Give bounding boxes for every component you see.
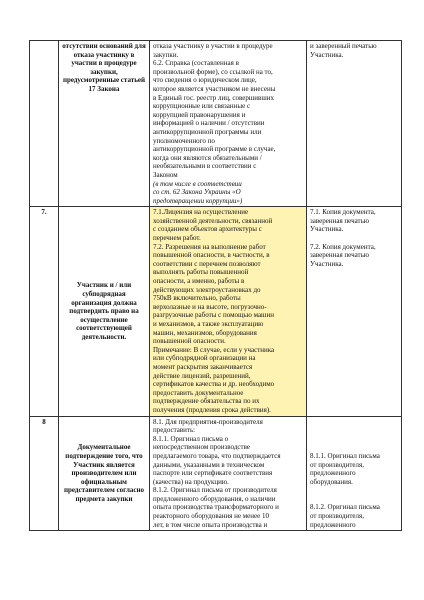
text-line: Участник и / или bbox=[76, 281, 132, 290]
text-line: 7.1. Копия документа, bbox=[310, 208, 376, 217]
text-line: Примечание: В случае, если у участника bbox=[153, 345, 275, 354]
table-row bbox=[30, 207, 402, 416]
row-number bbox=[30, 41, 59, 207]
text-line: 17 Закона bbox=[88, 84, 120, 93]
text-line: деятельности. bbox=[81, 332, 127, 341]
text-line: 8.1. Для предприятия-производителя bbox=[153, 417, 263, 426]
criterion-documents bbox=[307, 207, 402, 416]
text-line: которое является участником не внесены bbox=[153, 84, 276, 93]
row-number: 7. bbox=[30, 207, 59, 416]
criterion-requirements bbox=[150, 416, 307, 531]
text-line: Участника. bbox=[310, 50, 344, 59]
text-line: 6.2. Справка (составленная в bbox=[153, 59, 239, 68]
text-line: или субподрядной организации на bbox=[153, 354, 256, 363]
text-line: действующих электроустановках до bbox=[153, 285, 261, 294]
text-line: осуществление bbox=[80, 315, 128, 324]
text-line: сертификатов качества и др. необходимо bbox=[153, 380, 275, 389]
text-line: подтвердить право на bbox=[69, 307, 139, 316]
text-line: действие лицензий, разрешений, bbox=[153, 371, 251, 380]
text-line: машин, механизмов, оборудования bbox=[153, 328, 257, 337]
text-line: организация должна bbox=[71, 298, 137, 307]
text-line: предложенного оборудования, о наличии bbox=[153, 494, 276, 503]
text-line: опасности, а именно, работы в bbox=[153, 277, 245, 286]
text-line: предложенного bbox=[310, 520, 356, 529]
text-line: отсутствии оснований для bbox=[62, 42, 146, 50]
text-line: данными, указанными в техническом bbox=[153, 460, 265, 469]
text-line: непосредственном производстве bbox=[153, 443, 250, 452]
text-line: 7.1.Лицензия на осуществление bbox=[153, 208, 249, 217]
text-line: выполнять работы повышенной bbox=[153, 268, 249, 277]
text-line: 750кВ включительно, работы bbox=[153, 294, 241, 303]
text-line: представителем согласно bbox=[63, 486, 145, 495]
text-line: необязательными в соответствии с bbox=[153, 162, 257, 171]
text-line: 8.1.1. Оригинал письма bbox=[310, 451, 380, 460]
text-line: лет, в том числе опыта производства и bbox=[153, 520, 268, 529]
text-line: антикоррупционной программы или bbox=[153, 127, 262, 136]
text-line: момент раскрытия заканчивается bbox=[153, 362, 253, 371]
text-line: подтверждение обязательства по их bbox=[153, 397, 260, 406]
text-line: информацией о наличии / отсутствии bbox=[153, 119, 265, 128]
text-line: реакторного оборудования не менее 10 bbox=[153, 512, 269, 521]
text-line: отказа участнику в bbox=[73, 50, 135, 59]
text-line: 8.1.1. Оригинал письма о bbox=[153, 434, 229, 443]
text-line: (качества) на продукцию. bbox=[153, 477, 229, 486]
text-line: в Единый гос. реестр лиц, совершивших bbox=[153, 93, 274, 102]
text-line: подтверждение того, что bbox=[65, 451, 143, 460]
text-line: от производителя, bbox=[310, 512, 364, 521]
criterion-documents bbox=[307, 416, 402, 531]
text-line: и механизмов, а также эксплуатацию bbox=[153, 320, 264, 328]
text-line: субподрядная bbox=[82, 289, 126, 298]
criterion-documents bbox=[307, 41, 402, 207]
text-line: соответствии с перечнем позволяют bbox=[153, 259, 261, 268]
text-line: и заверенный печатью bbox=[310, 42, 377, 50]
text-line: что сведения о юридическом лице, bbox=[153, 76, 257, 85]
text-line: с созданием объектов архитектуры с bbox=[153, 225, 262, 234]
text-line: произвольной форме), со ссылкой на то, bbox=[153, 67, 273, 76]
text-line: антикоррупционной программе в случае, bbox=[153, 145, 276, 154]
text-line: перечнем работ. bbox=[153, 234, 201, 243]
text-line: хозяйственной деятельности, связанной bbox=[153, 216, 273, 225]
text-line: получения (продления срока действия). bbox=[153, 405, 271, 414]
text-line: производителем или bbox=[71, 469, 137, 478]
criterion-requirements bbox=[150, 207, 307, 416]
criterion-title bbox=[59, 416, 150, 531]
table-row bbox=[30, 41, 402, 207]
text-line: повышенной опасности, в частности, в bbox=[153, 251, 270, 260]
text-line: Участник является bbox=[73, 460, 135, 469]
text-line: коррупционные или связанные с bbox=[153, 102, 251, 111]
text-line: 8.1.2. Оригинал письма от производителя bbox=[153, 486, 277, 495]
text-line: Документальное bbox=[77, 443, 131, 452]
text-line: опыта производства трансформаторного и bbox=[153, 503, 279, 512]
text-line: от производителя, bbox=[310, 460, 364, 469]
text-line: предложенного bbox=[310, 469, 356, 478]
text-line: предоставить: bbox=[153, 426, 196, 435]
text-line: (в том числе в соответствии bbox=[153, 179, 242, 188]
text-line: со ст. 62 Закона Украины «О bbox=[153, 188, 241, 197]
text-line: уполномоченного по bbox=[153, 136, 215, 145]
text-line: закупки. bbox=[153, 50, 179, 59]
text-line: предотвращении коррупции») bbox=[153, 196, 243, 205]
text-line: разгрузочные работы с помощью машин bbox=[153, 311, 274, 320]
table-row bbox=[30, 416, 402, 531]
text-line: Участника. bbox=[310, 225, 344, 234]
text-line: верхолазные и на высоте, погрузочно- bbox=[153, 302, 267, 311]
text-line: предлагаемого товара, что подтверждается bbox=[153, 451, 281, 460]
requirements-table bbox=[29, 40, 402, 531]
text-line: участии в процедуре bbox=[71, 59, 137, 68]
text-line: предоставить документальное bbox=[153, 388, 244, 397]
text-line: предусмотренные статьей bbox=[62, 76, 146, 85]
text-line: 7.2. Копия документа, bbox=[310, 242, 376, 251]
text-line: отказа участнику в участии в процедуре bbox=[153, 42, 273, 50]
text-line: официальным bbox=[81, 477, 127, 486]
italic-note bbox=[153, 180, 303, 206]
text-line: коррупцией правонарушения и bbox=[153, 110, 246, 119]
text-line: Участника. bbox=[310, 259, 344, 268]
criterion-title bbox=[59, 41, 150, 207]
text-line: 7.2. Разрешения на выполнение работ bbox=[153, 242, 266, 251]
row-number: 8 bbox=[30, 416, 59, 531]
text-line: заверенная печатью bbox=[310, 216, 370, 225]
criterion-requirements bbox=[150, 41, 307, 207]
criterion-title bbox=[59, 207, 150, 416]
text-line: 8.1.2. Оригинал письма bbox=[310, 503, 380, 512]
text-line: закупки, bbox=[90, 67, 118, 76]
text-line: заверенная печатью bbox=[310, 251, 370, 260]
text-line: предмета закупки bbox=[75, 494, 133, 503]
text-line: соответствующей bbox=[76, 324, 132, 333]
text-line: когда они являются обязательными / bbox=[153, 153, 262, 162]
text-line: паспорте или сертификате соответствия bbox=[153, 469, 273, 478]
text-line: повышенной опасности. bbox=[153, 337, 226, 346]
text-line: Законом bbox=[153, 170, 178, 179]
text-line: оборудования. bbox=[310, 477, 353, 486]
